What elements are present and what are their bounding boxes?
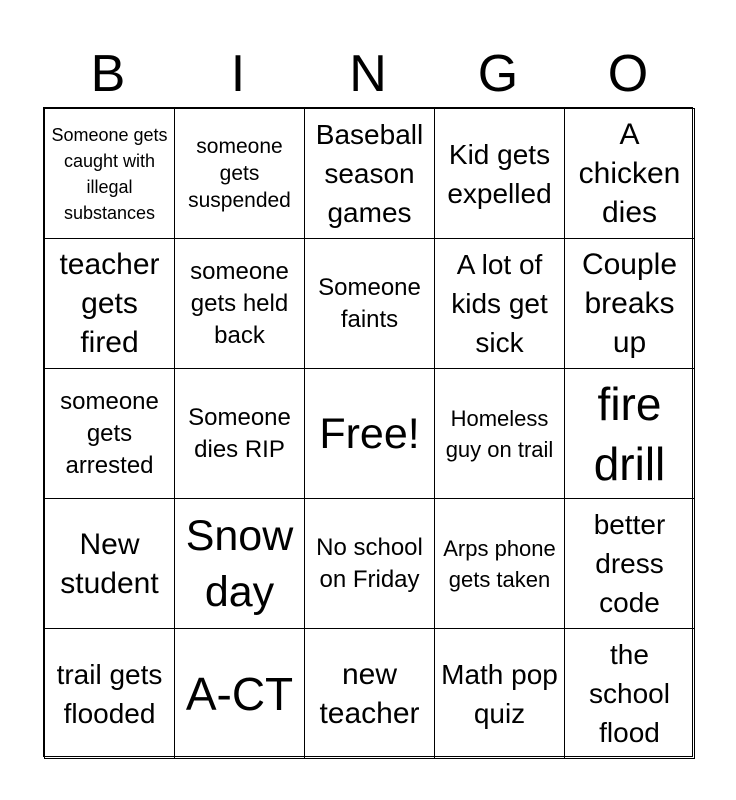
bingo-cell[interactable] — [304, 238, 435, 369]
bingo-cell[interactable] — [174, 498, 305, 629]
bingo-cell-text: Someone gets caught with illegal substances — [51, 124, 168, 223]
bingo-cell-text: trail gets flooded — [56, 658, 163, 729]
bingo-cell-text: teacher gets fired — [59, 248, 160, 359]
bingo-board — [43, 107, 693, 757]
bingo-cell[interactable] — [174, 108, 305, 239]
bingo-cell[interactable] — [434, 238, 565, 369]
bingo-cell-text: A chicken dies — [578, 118, 681, 229]
bingo-cell-text: Snow day — [185, 511, 294, 616]
bingo-cell-text: someone gets held back — [190, 257, 289, 349]
bingo-cell-text: Homeless guy on trail — [445, 405, 554, 462]
bingo-cell-text: Someone dies RIP — [188, 403, 291, 463]
bingo-cell-text: Couple breaks up — [581, 248, 678, 359]
bingo-cell[interactable] — [174, 628, 305, 759]
header-letter-o: O — [607, 45, 649, 103]
header-letter-n: N — [349, 45, 387, 103]
bingo-cell[interactable] — [434, 108, 565, 239]
bingo-cell[interactable] — [44, 628, 175, 759]
bingo-cell[interactable] — [44, 368, 175, 499]
bingo-cell-text: new teacher — [319, 657, 420, 730]
header-letter-g: G — [477, 45, 519, 103]
free-space-text: Free! — [319, 409, 420, 458]
bingo-cell-text: fire drill — [593, 377, 666, 490]
bingo-cell-text: Arps phone gets taken — [443, 535, 556, 592]
bingo-cell[interactable] — [304, 628, 435, 759]
bingo-cell-text: Kid gets expelled — [447, 138, 552, 209]
bingo-cell[interactable] — [434, 628, 565, 759]
bingo-cell[interactable] — [564, 498, 695, 629]
bingo-cell[interactable] — [304, 498, 435, 629]
bingo-cell-text: the school flood — [589, 639, 670, 748]
bingo-cell-text: A-CT — [185, 667, 294, 720]
bingo-cell-text: Baseball season games — [315, 119, 424, 228]
bingo-cell[interactable] — [434, 368, 565, 499]
free-space-cell[interactable] — [304, 368, 435, 499]
bingo-cell[interactable] — [304, 108, 435, 239]
bingo-cell[interactable] — [44, 108, 175, 239]
bingo-cell-text: A lot of kids get sick — [451, 249, 548, 358]
bingo-cell-text: New student — [60, 527, 159, 600]
bingo-cell-text: someone gets arrested — [60, 387, 159, 479]
bingo-cell[interactable] — [564, 368, 695, 499]
bingo-cell[interactable] — [44, 238, 175, 369]
bingo-cell-text: Math pop quiz — [441, 658, 558, 729]
bingo-cell-text: someone gets suspended — [188, 135, 291, 212]
bingo-cell[interactable] — [564, 628, 695, 759]
bingo-cell[interactable] — [174, 368, 305, 499]
bingo-cell[interactable] — [44, 498, 175, 629]
header-letter-b: B — [90, 45, 126, 103]
header-letter-i: I — [230, 45, 246, 103]
bingo-cell[interactable] — [174, 238, 305, 369]
bingo-cell-text: Someone faints — [318, 273, 421, 333]
bingo-cell[interactable] — [434, 498, 565, 629]
bingo-cell[interactable] — [564, 108, 695, 239]
bingo-cell-text: better dress code — [593, 509, 666, 618]
bingo-header — [43, 42, 693, 106]
bingo-cell[interactable] — [564, 238, 695, 369]
bingo-cell-text: No school on Friday — [316, 533, 423, 593]
